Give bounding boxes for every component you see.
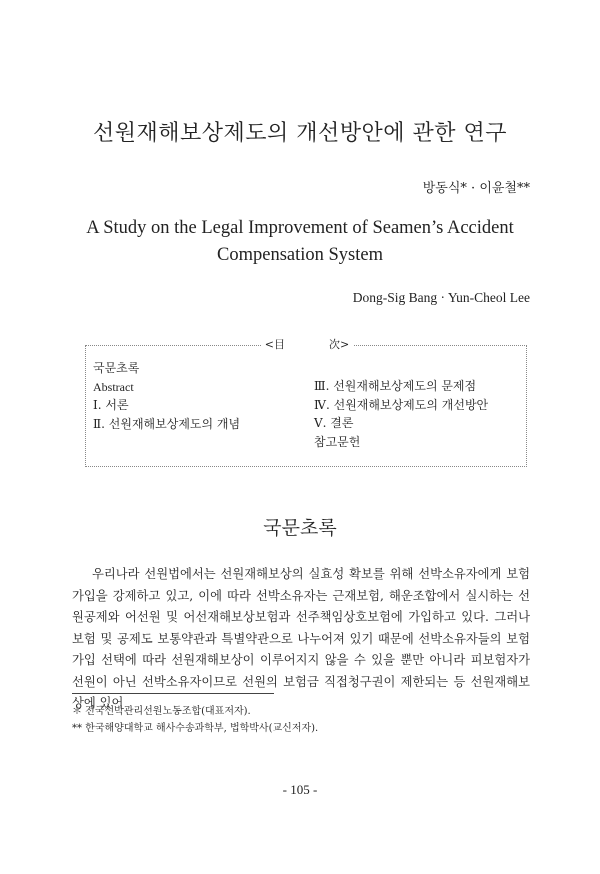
toc-item: Ⅴ. 결론	[314, 416, 354, 430]
toc-item: Ⅲ. 선원재해보상제도의 문제점	[314, 379, 477, 393]
footnote-item: ＊ 전국선박관리선원노동조합(대표저자).	[72, 706, 251, 717]
toc-item: Ⅰ. 서론	[93, 398, 129, 412]
toc-item: Ⅳ. 선원재해보상제도의 개선방안	[314, 397, 489, 412]
page-number: - 105 -	[282, 782, 318, 797]
footnote-item: ** 한국해양대학교 해사수송과학부, 법학박사(교신저자).	[72, 723, 319, 734]
paper-title-korean: 선원재해보상제도의 개선방안에 관한 연구	[92, 121, 508, 146]
toc-item: 국문초록	[93, 361, 140, 375]
authors-korean: 방동식* · 이윤철**	[422, 181, 530, 196]
toc-right-column	[314, 377, 488, 451]
footnotes	[72, 703, 318, 737]
toc-item: 참고문헌	[314, 434, 361, 449]
paper-title-english-line1: A Study on the Legal Improvement of Seamen’s Accident	[86, 218, 514, 238]
toc-header-label: <目 次>	[261, 338, 353, 351]
toc-left-column	[93, 359, 240, 433]
table-of-contents	[85, 338, 527, 467]
abstract-paragraph: 우리나라 선원법에서는 선원재해보상의 실효성 확보를 위해 선박소유자에게 보험가입을 강제하고 있고, 이에 따라 선박소유자는 근재보험, 해운조합에서 실시하는 선원공제와 어선원 및 어선재해보상보험과 선주책임상호보험에 가입하고 있다. 그러나 보험 및 공제도 보통약관과 특별약관으로 나누어져 있기 때문에 선박소유자들의 보험가입 선택에 따라 선원재해보상이 이루어지지 않을 수 있을 뿐만 아니라 피보험자가 선원이 아닌 선박소유자이므로 선원의 보험금 직접청구권이 제한되는 등 선원재해보상에 있어	[72, 567, 530, 710]
toc-item: Ⅱ. 선원재해보상제도의 개념	[93, 416, 241, 431]
paper-title-english	[0, 215, 600, 269]
abstract-body	[72, 564, 530, 715]
authors-english: Dong-Sig Bang · Yun-Cheol Lee	[352, 290, 530, 305]
footnote-divider	[72, 693, 274, 694]
toc-item: Abstract	[93, 379, 134, 394]
paper-title-english-line2: Compensation System	[217, 245, 383, 265]
toc-header	[86, 337, 528, 353]
section-title-abstract: 국문초록	[263, 517, 337, 539]
